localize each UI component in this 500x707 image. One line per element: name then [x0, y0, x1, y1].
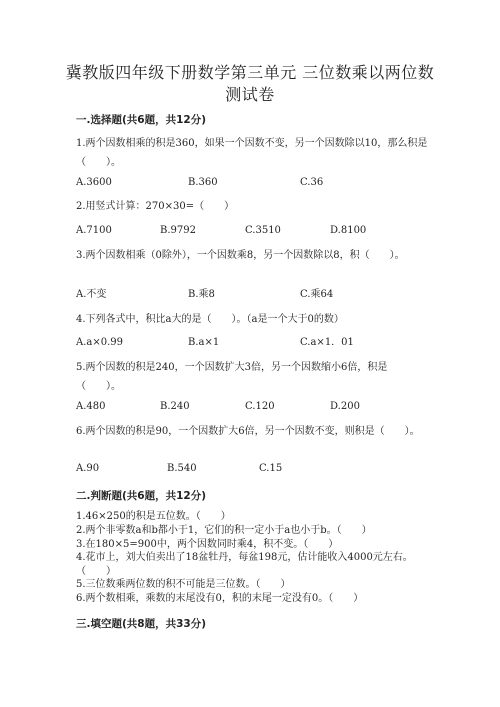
- option-a: A.不变: [76, 289, 107, 300]
- section-heading: 二.判断题(共6题，共12分): [76, 490, 207, 502]
- exam-title-line2: 测试卷: [225, 85, 275, 104]
- option-c: C.15: [259, 463, 283, 474]
- option-b: B.540: [167, 463, 197, 474]
- judge-item: 4.花市上，刘大伯卖出了18盆牡丹，每盆198元，估计能收入4000元左右。: [76, 552, 413, 563]
- option-a: A.90: [76, 463, 100, 474]
- judge-item: 6.两个数相乘，乘数的末尾没有0，积的末尾一定没有0。（ ）: [76, 593, 364, 604]
- option-c: C.36: [300, 177, 324, 188]
- option-d: D.200: [330, 401, 360, 412]
- question-stem: 3.两个因数相乘（0除外），一个因数乘8，另一个因数除以8，积（ ）。: [76, 250, 405, 261]
- option-a: A.a×0.99: [76, 337, 124, 348]
- judge-item: 5.三位数乘两位数的积不可能是三位数。（ ）: [76, 579, 291, 590]
- question-stem: 4.下列各式中，积比a大的是（ ）。（a是一个大于0的数）: [76, 314, 344, 325]
- question-stem: 6.两个因数的积是90，一个因数扩大6倍，另一个因数不变，则积是（ ）。: [76, 426, 420, 437]
- question-stem: 1.两个因数相乘的积是360，如果一个因数不变，另一个因数除以10，那么积是（ ）。: [76, 138, 428, 168]
- option-b: B.9792: [160, 225, 196, 236]
- option-d: D.8100: [330, 225, 367, 236]
- judge-item: 1.46×250的积是五位数。（ ）: [76, 511, 231, 522]
- option-c: C.乘64: [300, 289, 334, 300]
- option-c: C.a×1．01: [300, 337, 354, 348]
- judge-item: 3.在180×5=900中，两个因数同时乘4，积不变。（ ）: [76, 539, 339, 550]
- option-a: A.3600: [76, 177, 112, 188]
- exam-title-line1: 冀教版四年级下册数学第三单元 三位数乘以两位数: [65, 63, 435, 82]
- judge-item: 2.两个非零数a和b都小于1，它们的积一定小于a也小于b。（ ）: [76, 525, 372, 536]
- option-b: B.a×1: [188, 337, 220, 348]
- section-heading: 一.选择题(共6题，共12分): [76, 114, 207, 126]
- option-c: C.3510: [245, 225, 281, 236]
- option-b: B.240: [160, 401, 190, 412]
- question-stem: 5.两个因数的积是240，一个因数扩大3倍，另一个因数缩小6倍，积是（ ）。: [76, 362, 388, 392]
- option-a: A.7100: [76, 225, 112, 236]
- judge-item: （ ）: [76, 566, 116, 577]
- question-stem: 2.用竖式计算：270×30=（ ）: [76, 201, 235, 212]
- option-c: C.120: [245, 401, 275, 412]
- option-b: B.360: [188, 177, 218, 188]
- option-a: A.480: [76, 401, 106, 412]
- option-b: B.乘8: [188, 289, 215, 300]
- section-heading: 三.填空题(共8题，共33分): [76, 618, 207, 630]
